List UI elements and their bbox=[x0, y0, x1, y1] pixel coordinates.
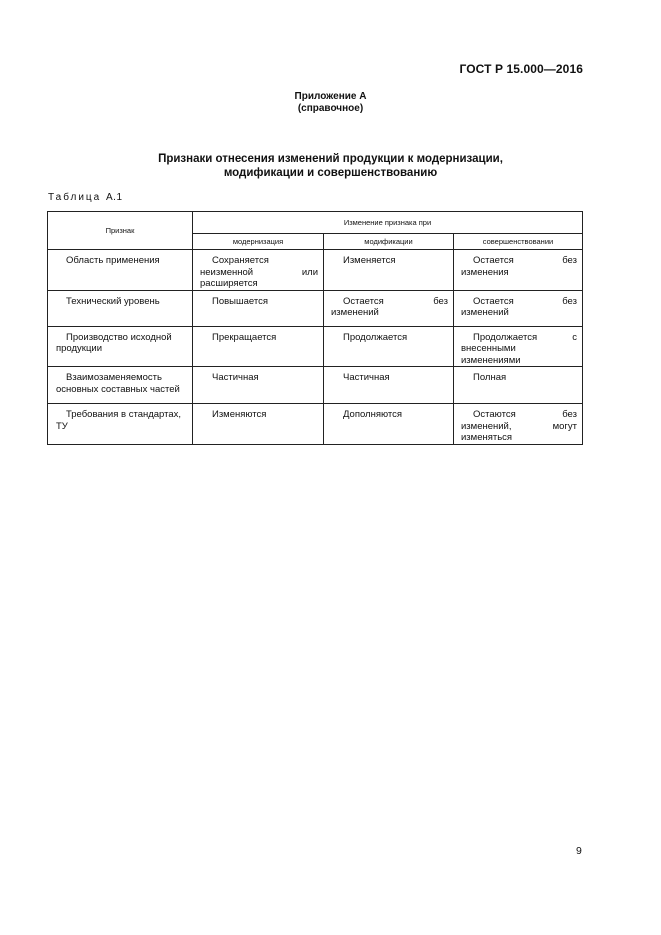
cell-value: Остается без изменений bbox=[324, 290, 454, 326]
page-title-line-1: Признаки отнесения изменений продукции к модернизации, bbox=[158, 153, 503, 165]
row-sign: Технический уровень bbox=[48, 290, 193, 326]
cell-value: Частичная bbox=[193, 367, 324, 404]
table-caption-number: А.1 bbox=[106, 192, 123, 203]
cell-value: Остается без изменения bbox=[454, 250, 583, 291]
table-row bbox=[48, 250, 583, 291]
cell-value: Изменяются bbox=[193, 404, 324, 445]
table-row bbox=[48, 367, 583, 404]
cell-value: Прекращается bbox=[193, 326, 324, 367]
cell-value: Остаются без изменений, могут изменяться bbox=[454, 404, 583, 445]
page-number: 9 bbox=[576, 845, 582, 857]
header-sign: Признак bbox=[48, 212, 193, 250]
appendix-title: Приложение А bbox=[294, 91, 367, 102]
cell-value: Частичная bbox=[324, 367, 454, 404]
cell-value: Дополняются bbox=[324, 404, 454, 445]
column-header: модификации bbox=[324, 234, 454, 250]
appendix-heading bbox=[0, 91, 661, 115]
page-title bbox=[0, 152, 661, 180]
table-row bbox=[48, 290, 583, 326]
cell-value: Сохраняется неизменной или расширяется bbox=[193, 250, 324, 291]
table-row bbox=[48, 404, 583, 445]
page-title-line-2: модификации и совершенствованию bbox=[223, 167, 438, 179]
table-caption-word: Таблица bbox=[48, 192, 102, 203]
column-header: модернизация bbox=[193, 234, 324, 250]
table-row bbox=[48, 326, 583, 367]
cell-value: Полная bbox=[454, 367, 583, 404]
cell-value: Повышается bbox=[193, 290, 324, 326]
cell-value: Продолжается bbox=[324, 326, 454, 367]
cell-value: Продолжается с внесенными изменениями bbox=[454, 326, 583, 367]
header-group: Изменение признака при bbox=[193, 212, 583, 234]
row-sign: Требования в стандартах, ТУ bbox=[48, 404, 193, 445]
column-header: совершенствовании bbox=[454, 234, 583, 250]
row-sign: Область применения bbox=[48, 250, 193, 291]
cell-value: Изменяется bbox=[324, 250, 454, 291]
row-sign: Производство исходной продукции bbox=[48, 326, 193, 367]
comparison-table bbox=[47, 211, 583, 445]
cell-value: Остается без изменений bbox=[454, 290, 583, 326]
appendix-subtitle: (справочное) bbox=[297, 103, 364, 114]
row-sign: Взаимозаменяемость основных составных частей bbox=[48, 367, 193, 404]
table-caption bbox=[48, 192, 123, 203]
document-code: ГОСТ Р 15.000—2016 bbox=[459, 62, 583, 76]
